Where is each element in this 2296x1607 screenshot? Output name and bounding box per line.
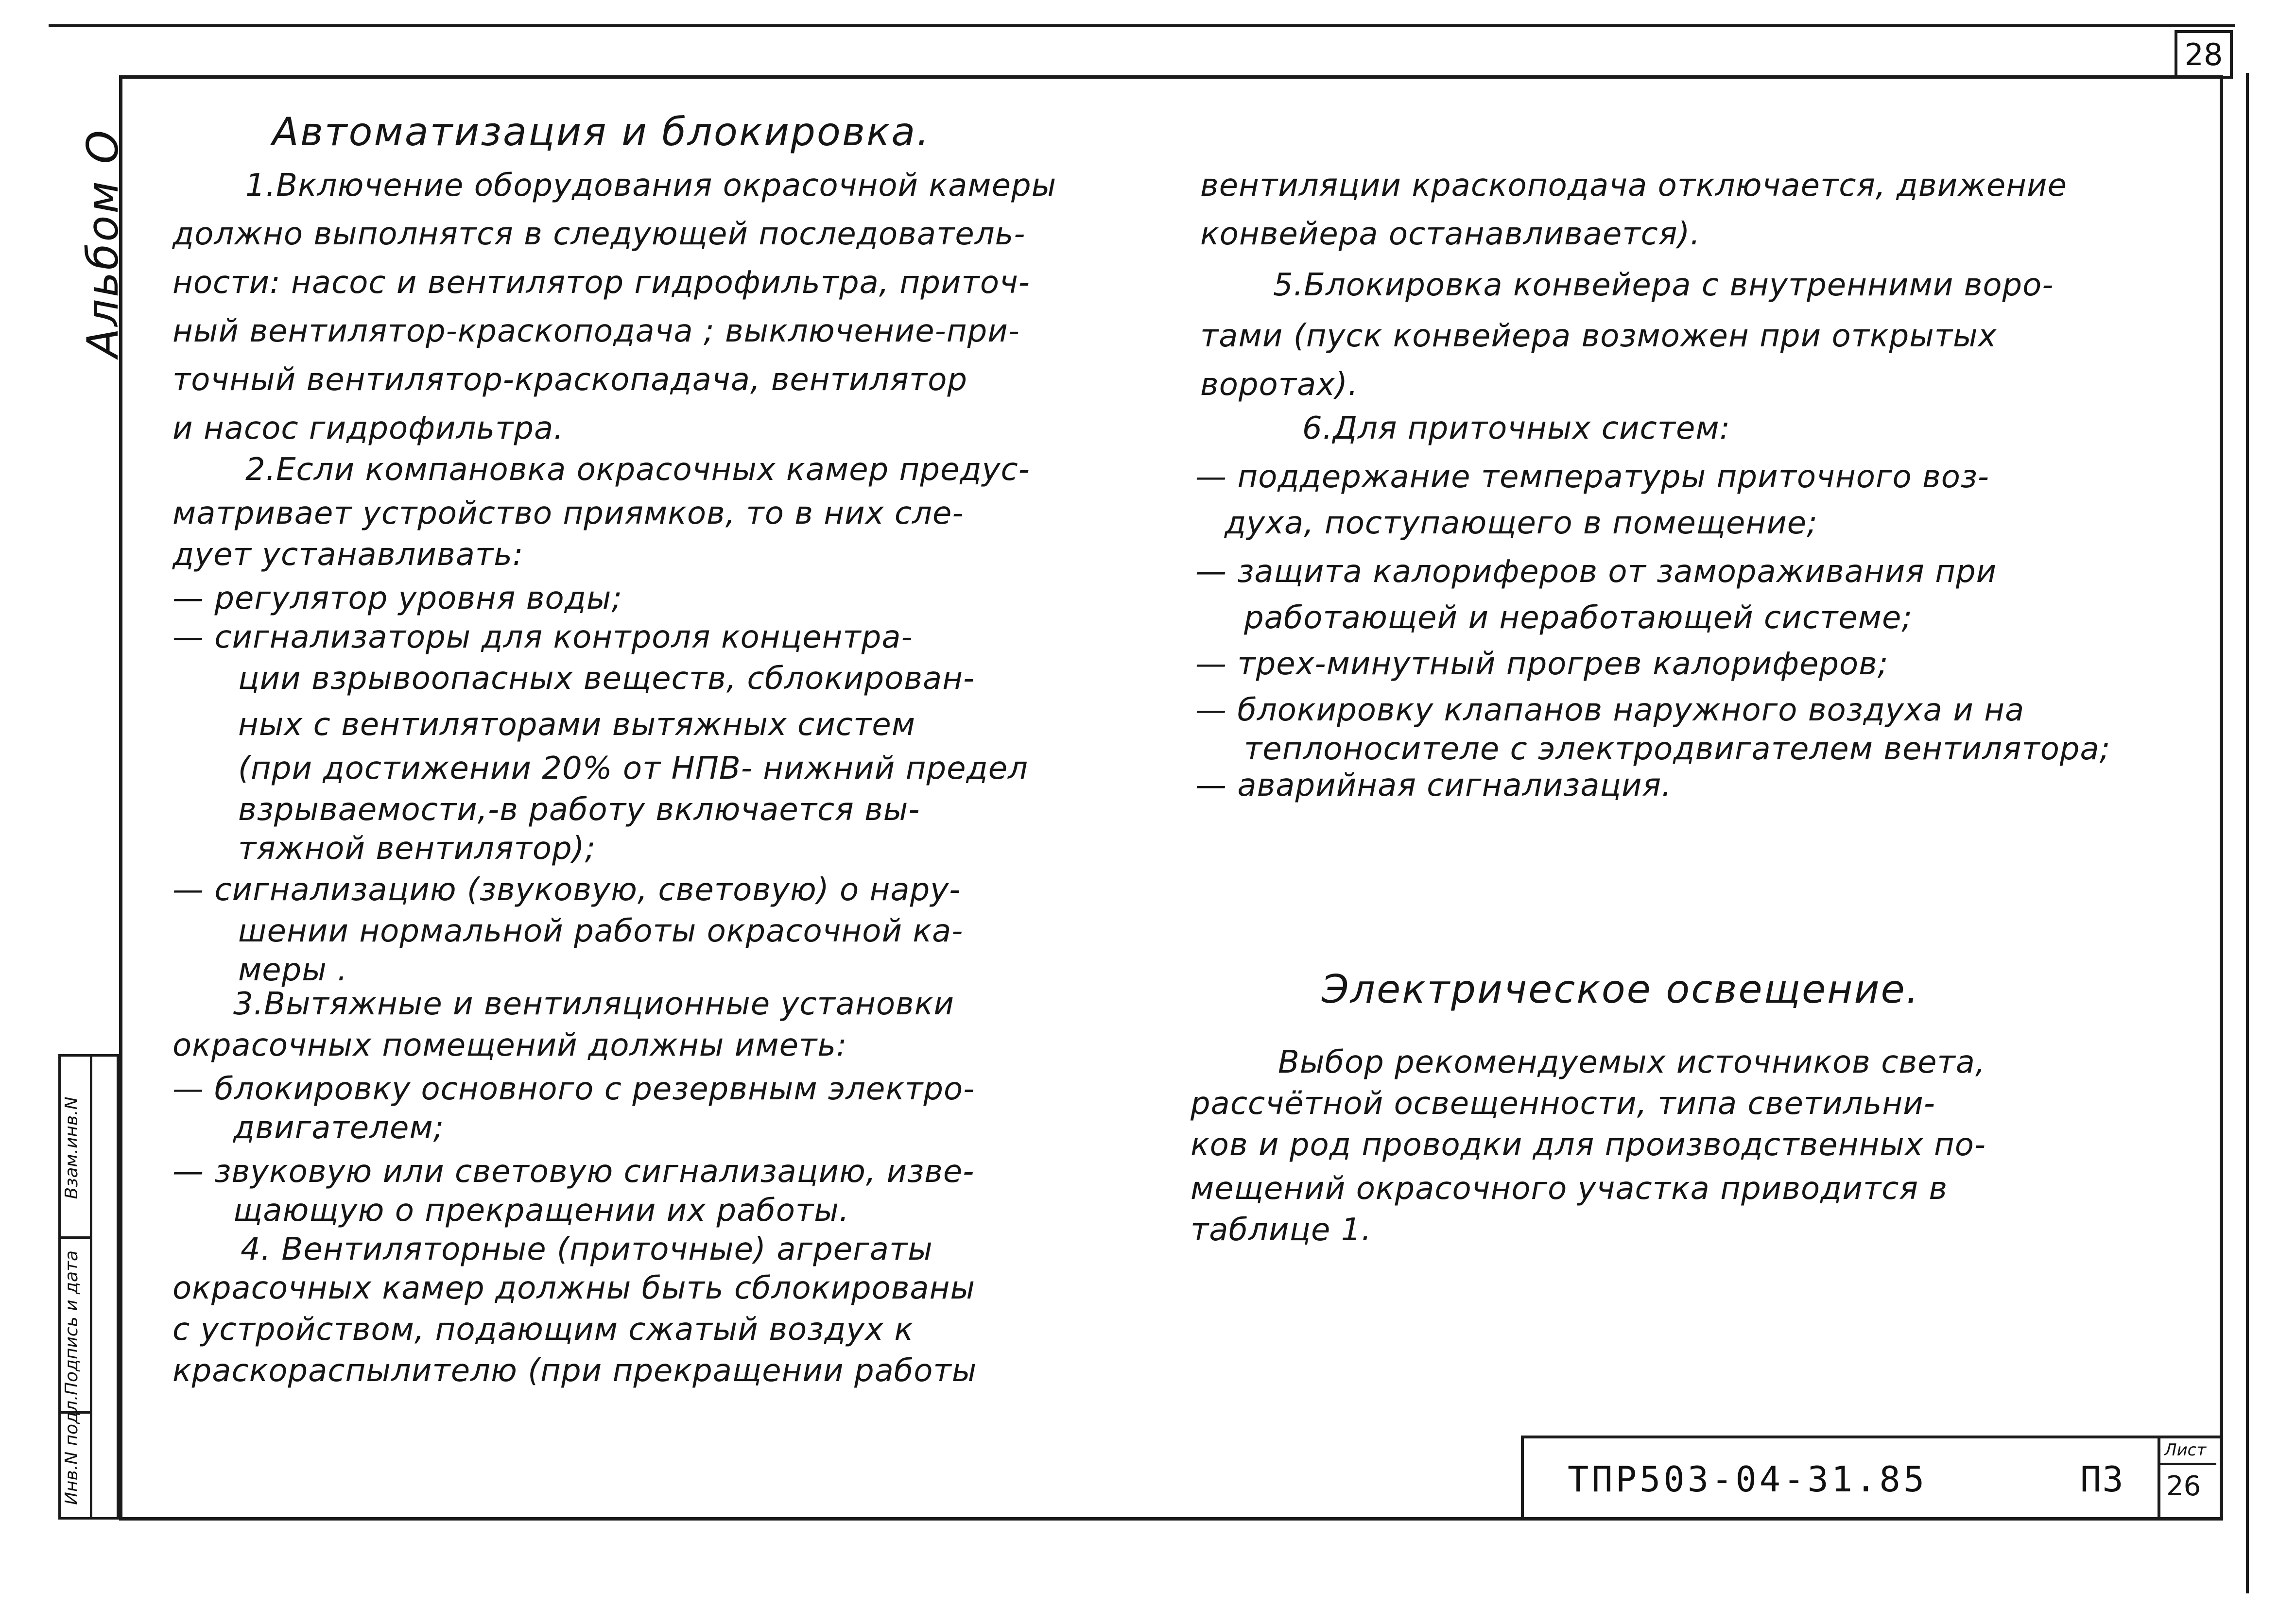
text-line: ности: насос и вентилятор гидрофильтра, приточ- bbox=[173, 265, 1030, 301]
text-line: 2.Если компановка окрасочных камер предус- bbox=[245, 452, 1030, 488]
text-line: шении нормальной работы окрасочной ка- bbox=[238, 913, 964, 949]
section-title-lighting: Электрическое освещение. bbox=[1322, 967, 1920, 1012]
title-block bbox=[1521, 1436, 2223, 1521]
page-number: 28 bbox=[2184, 37, 2223, 72]
text-line: 4. Вентиляторные (приточные) агрегаты bbox=[241, 1231, 933, 1267]
text-line: таблице 1. bbox=[1191, 1212, 1372, 1248]
text-line: краскораспылителю (при прекращении работы bbox=[173, 1353, 977, 1389]
text-line: и насос гидрофильтра. bbox=[173, 410, 564, 446]
text-line: теплоносителе с электродвигателем вентилятора; bbox=[1244, 731, 2111, 767]
text-line: окрасочных камер должны быть сблокированы bbox=[173, 1270, 975, 1306]
text-line: меры . bbox=[238, 952, 348, 988]
side-stamp bbox=[58, 1054, 119, 1520]
title-block-divider bbox=[2158, 1438, 2160, 1519]
text-line: двигателем; bbox=[233, 1110, 445, 1146]
text-line: 3.Вытяжные и вентиляционные установки bbox=[233, 986, 954, 1022]
text-line: ных с вентиляторами вытяжных систем bbox=[238, 707, 916, 743]
album-label: Альбом О bbox=[78, 128, 128, 358]
text-line: (при достижении 20% от НПВ- нижний предел bbox=[238, 751, 1029, 786]
sheet-number: 26 bbox=[2166, 1470, 2201, 1502]
text-line: ков и род проводки для производственных по- bbox=[1191, 1127, 1986, 1163]
document-code: ТПР503-04-31.85 bbox=[1568, 1459, 1928, 1500]
list-item: — сигнализаторы для контроля концентра- bbox=[173, 619, 913, 655]
text-line: ции взрывоопасных веществ, сблокирован- bbox=[238, 661, 975, 697]
text-line: воротах). bbox=[1200, 367, 1359, 403]
text-line: ный вентилятор-краскоподача ; выключение-при- bbox=[173, 313, 1020, 349]
list-item: — регулятор уровня воды; bbox=[173, 581, 622, 616]
right-edge-line bbox=[2246, 73, 2249, 1593]
text-line: духа, поступающего в помещение; bbox=[1225, 505, 1818, 541]
text-line: Выбор рекомендуемых источников света, bbox=[1278, 1044, 1986, 1080]
text-line: 1.Включение оборудования окрасочной камеры bbox=[245, 168, 1057, 204]
list-item: — аварийная сигнализация. bbox=[1195, 768, 1672, 804]
text-line: с устройством, подающим сжатый воздух к bbox=[173, 1312, 914, 1348]
list-item: — сигнализацию (звуковую, световую) о нару- bbox=[173, 872, 961, 908]
title-block-divider bbox=[2160, 1463, 2216, 1465]
sheet-label: Лист bbox=[2164, 1440, 2207, 1460]
section-title-automation: Автоматизация и блокировка. bbox=[272, 109, 931, 154]
stamp-cell-replacement: Взам.инв.N bbox=[62, 1096, 82, 1199]
list-item: — звуковую или световую сигнализацию, изве- bbox=[173, 1154, 975, 1190]
text-line: дует устанавливать: bbox=[173, 537, 524, 573]
list-item: — трех-минутный прогрев калориферов; bbox=[1195, 646, 1889, 682]
stamp-cell-inventory: Инв.N подл. bbox=[62, 1395, 82, 1505]
text-line: взрываемости,-в работу включается вы- bbox=[238, 792, 920, 828]
page-number-box bbox=[2175, 30, 2233, 79]
stamp-cell-signature: Подпись и дата bbox=[62, 1250, 82, 1396]
text-line: конвейера останавливается). bbox=[1200, 216, 1701, 252]
text-line: 5.Блокировка конвейера с внутренними воро- bbox=[1273, 267, 2054, 303]
text-line: вентиляции краскоподача отключается, движение bbox=[1200, 168, 2067, 204]
text-line: щающую о прекращении их работы. bbox=[233, 1193, 850, 1229]
list-item: — блокировку основного с резервным электро- bbox=[173, 1071, 975, 1107]
top-border-line bbox=[49, 24, 2235, 27]
text-line: тами (пуск конвейера возможен при открытых bbox=[1200, 318, 1997, 354]
list-item: — защита калориферов от замораживания при bbox=[1195, 554, 1997, 590]
text-line: рассчётной освещенности, типа светильни- bbox=[1191, 1086, 1935, 1122]
text-line: тяжной вентилятор); bbox=[238, 831, 596, 867]
text-line: матривает устройство приямков, то в них сле- bbox=[173, 496, 964, 531]
side-stamp-divider bbox=[90, 1057, 92, 1517]
text-line: 6.Для приточных систем: bbox=[1302, 410, 1731, 446]
text-line: должно выполнятся в следующей последователь- bbox=[173, 216, 1026, 252]
text-line: работающей и неработающей системе; bbox=[1244, 600, 1913, 636]
list-item: — поддержание температуры приточного воз- bbox=[1195, 459, 1989, 495]
text-line: окрасочных помещений должны иметь: bbox=[173, 1027, 847, 1063]
section-code: ПЗ bbox=[2080, 1459, 2124, 1500]
list-item: — блокировку клапанов наружного воздуха и на bbox=[1195, 692, 2025, 728]
side-stamp-divider bbox=[61, 1236, 90, 1239]
text-line: точный вентилятор-краскопадача, вентилятор bbox=[173, 362, 967, 398]
text-line: мещений окрасочного участка приводится в bbox=[1191, 1171, 1948, 1207]
